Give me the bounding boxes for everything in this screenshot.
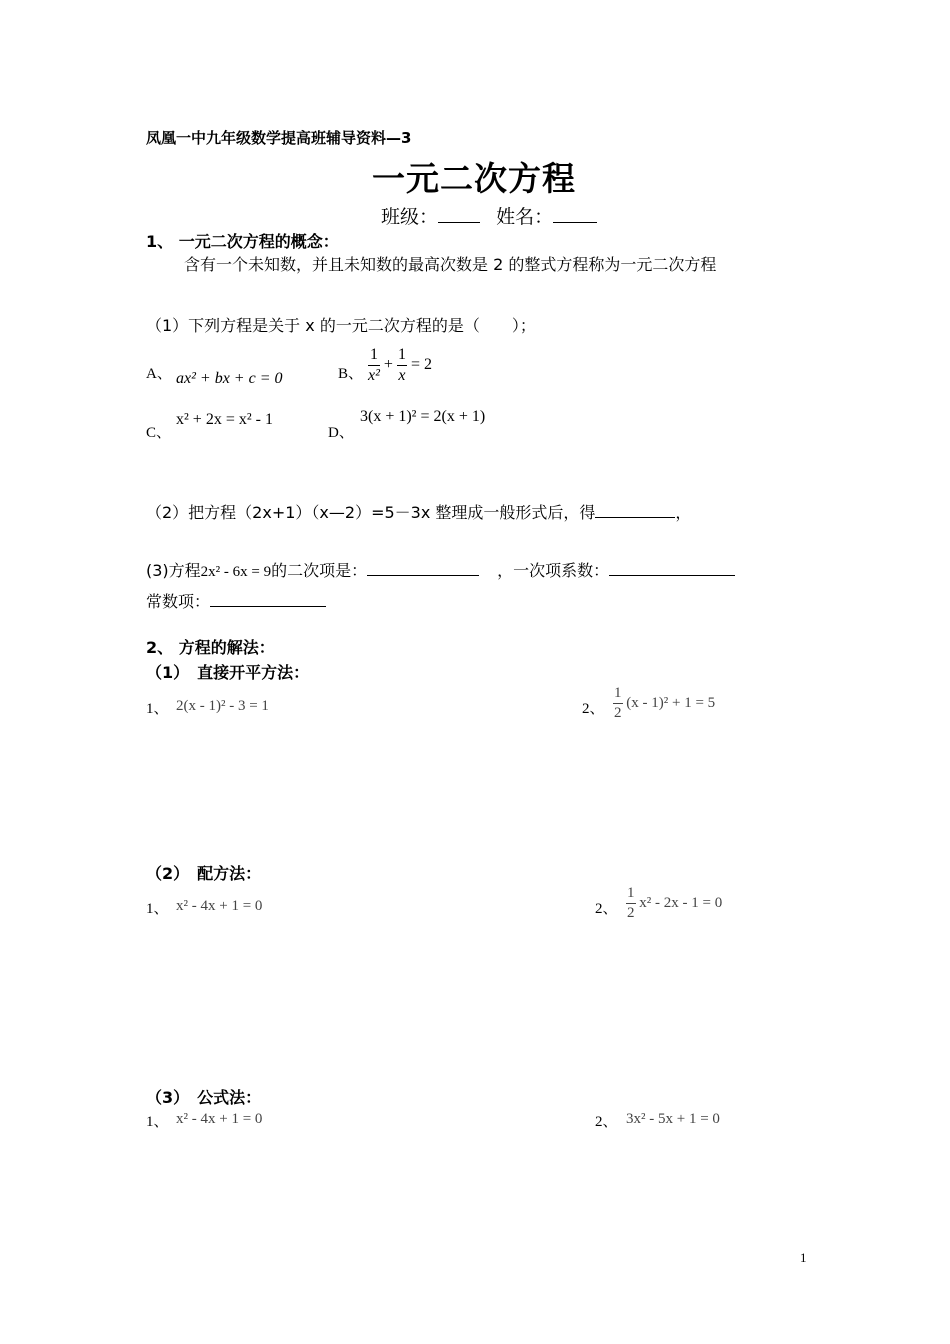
option-b-rhs: = 2 <box>410 356 432 374</box>
part3-problem1-label: 1、 <box>146 1114 169 1130</box>
name-blank[interactable] <box>553 222 597 223</box>
part1-problem1-expr: 2(x - 1)² - 3 = 1 <box>176 698 269 714</box>
option-b-den2: x <box>398 367 406 384</box>
option-d-label: D、 <box>328 425 354 441</box>
part2-problem1-expr: x² - 4x + 1 = 0 <box>176 898 263 914</box>
question3-line <box>146 558 735 581</box>
option-a-expr: ax² + bx + c = 0 <box>176 370 283 387</box>
class-blank[interactable] <box>438 222 480 223</box>
class-label: 班级： <box>381 206 439 228</box>
definition-text: 含有一个未知数，并且未知数的最高次数是 2 的整式方程称为一元二次方程 <box>184 255 717 274</box>
part1-problem1-label: 1、 <box>146 701 169 717</box>
question1-prompt: （1）下列方程是关于 x 的一元二次方程的是（ ）； <box>146 316 536 335</box>
option-b-den1: x² <box>368 367 380 384</box>
question2-tail: ， <box>675 503 692 522</box>
part3-problem2-expr: 3x² - 5x + 1 = 0 <box>626 1111 720 1127</box>
option-c-label: C、 <box>146 425 172 441</box>
option-b-num1: 1 <box>368 347 380 366</box>
page-title: 一元二次方程 <box>372 159 576 198</box>
part2-problem2-rest: x² - 2x - 1 = 0 <box>639 894 723 911</box>
part1-problem2-num: 1 <box>613 686 623 704</box>
question3-prefix: (3)方程 <box>146 561 201 580</box>
part3-problem2-label: 2、 <box>595 1114 618 1130</box>
part3-problem1-expr: x² - 4x + 1 = 0 <box>176 1111 263 1127</box>
part1-heading: （1） 直接开平方法： <box>146 663 310 682</box>
question3-const-label: 常数项： <box>146 592 211 611</box>
part1-problem2-rest: (x - 1)² + 1 = 5 <box>626 694 716 711</box>
part2-problem2-label: 2、 <box>595 901 618 917</box>
name-label: 姓名： <box>496 206 554 228</box>
question3-quad-label: 的二次项是： <box>271 561 368 580</box>
option-b-label: B、 <box>338 366 364 382</box>
part2-problem2-num: 1 <box>626 886 636 904</box>
question3-linear-label: ，一次项系数： <box>497 561 610 580</box>
document-label: 凤凰一中九年级数学提高班辅导资料—3 <box>146 129 412 147</box>
option-a-label: A、 <box>146 366 172 382</box>
option-b-plus: + <box>383 356 393 374</box>
question3-equation: 2x² - 6x = 9 <box>200 564 272 580</box>
option-c-expr: x² + 2x = x² - 1 <box>176 411 273 428</box>
part2-problem1-label: 1、 <box>146 901 169 917</box>
part1-problem2-den: 2 <box>614 705 622 721</box>
section2-heading: 2、 方程的解法： <box>146 638 275 657</box>
linear-coef-blank[interactable] <box>609 575 735 576</box>
question2-prompt: （2）把方程（2x+1）（x—2）=5－3x 整理成一般形式后，得 <box>146 503 596 522</box>
quad-term-blank[interactable] <box>367 575 479 576</box>
question2-blank[interactable] <box>595 517 675 518</box>
class-name-line <box>381 202 597 229</box>
question3-const-line <box>146 589 326 612</box>
page-number: 1 <box>800 1250 807 1265</box>
option-b-expr <box>368 347 432 384</box>
option-d-expr: 3(x + 1)² = 2(x + 1) <box>360 408 486 425</box>
const-term-blank[interactable] <box>210 606 326 607</box>
part2-problem2-expr <box>626 886 722 921</box>
part3-heading: （3） 公式法： <box>146 1088 262 1107</box>
option-b-num2: 1 <box>397 347 407 366</box>
part2-problem2-den: 2 <box>627 905 635 921</box>
part1-problem2-expr <box>613 686 715 721</box>
part2-heading: （2） 配方法： <box>146 864 262 883</box>
section1-heading: 1、 一元二次方程的概念： <box>146 232 339 251</box>
part1-problem2-label: 2、 <box>582 701 605 717</box>
question2-line <box>146 500 691 523</box>
